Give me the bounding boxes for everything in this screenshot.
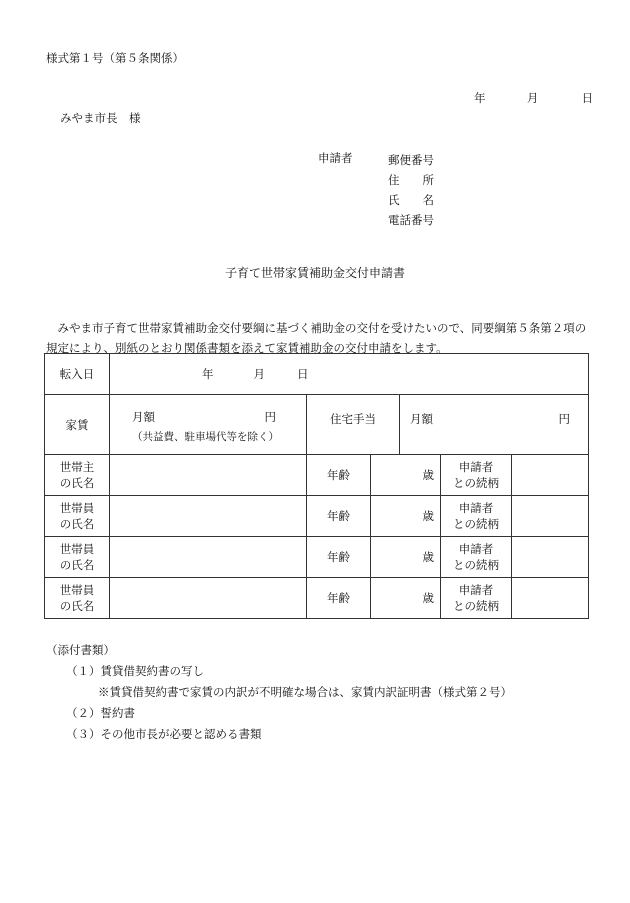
rent-monthly-label: 月額: [132, 410, 155, 424]
rent-note: （共益費、駐車場代等を除く）: [132, 431, 279, 443]
attachments-heading: （添付書類）: [46, 643, 115, 657]
relationship-label: 申請者 との続柄: [441, 537, 512, 578]
household-name-label: 世帯主 の氏名: [45, 455, 110, 496]
age-field[interactable]: [371, 496, 441, 537]
applicant-fields: [388, 150, 434, 230]
relationship-field[interactable]: [512, 496, 589, 537]
housing-allowance-field[interactable]: [400, 395, 589, 455]
move-in-label: 転入日: [45, 354, 110, 395]
date-year-label: 年: [474, 91, 486, 105]
addressee: みやま市長 様: [60, 111, 141, 125]
household-name-field[interactable]: [110, 455, 307, 496]
move-in-date-field[interactable]: [110, 354, 589, 395]
relationship-label: 申請者 との続柄: [441, 496, 512, 537]
allowance-yen-label: 円: [558, 411, 570, 426]
attachment-item-1-note: ※賃貸借契約書で家賃の内訳が不明確な場合は、家賃内訳証明書（様式第２号）: [98, 685, 512, 699]
rent-yen-label: 円: [264, 410, 276, 424]
document-title: 子育て世帯家賃補助金交付申請書: [224, 266, 405, 280]
date-day-label: 日: [581, 91, 594, 105]
attachment-item-1: （１）賃貸借契約書の写し: [66, 664, 204, 678]
household-name-field[interactable]: [110, 537, 307, 578]
household-name-field[interactable]: [110, 578, 307, 619]
household-row: [45, 496, 589, 537]
application-table: [44, 353, 589, 619]
form-number: 様式第１号（第５条関係）: [46, 51, 184, 65]
age-label: 年齢: [307, 455, 371, 496]
application-date: [474, 90, 593, 106]
household-name-label: 世帯員 の氏名: [45, 578, 110, 619]
postal-code-label: 郵便番号: [388, 153, 434, 167]
age-unit: 歳: [422, 468, 434, 482]
rent-label: 家賃: [45, 395, 110, 455]
move-in-year: 年: [202, 367, 214, 381]
attachments-section: [46, 640, 512, 745]
household-row: [45, 578, 589, 619]
household-name-label: 世帯員 の氏名: [45, 537, 110, 578]
relationship-label: 申請者 との続柄: [441, 455, 512, 496]
household-row: [45, 537, 589, 578]
age-field[interactable]: [371, 455, 441, 496]
allowance-monthly-label: 月額: [410, 411, 433, 426]
name-label: 氏 名: [388, 193, 434, 207]
body-paragraph: みやま市子育て世帯家賃補助金交付要綱に基づく補助金の交付を受けたいので、同要綱第５条第２項の規定により、別紙のとおり関係書類を添えて家賃補助金の交付申請をします。: [46, 321, 587, 355]
household-name-field[interactable]: [110, 496, 307, 537]
household-name-label: 世帯員 の氏名: [45, 496, 110, 537]
household-row: [45, 455, 589, 496]
age-unit: 歳: [422, 591, 434, 605]
applicant-label: 申請者: [318, 151, 353, 165]
housing-allowance-label: 住宅手当: [307, 395, 400, 455]
relationship-label: 申請者 との続柄: [441, 578, 512, 619]
date-month-label: 月: [526, 91, 539, 105]
phone-label: 電話番号: [388, 213, 434, 227]
move-in-day: 日: [297, 367, 309, 381]
attachment-item-2: （２）誓約書: [66, 706, 135, 720]
relationship-field[interactable]: [512, 537, 589, 578]
age-field[interactable]: [371, 578, 441, 619]
age-label: 年齢: [307, 537, 371, 578]
address-label: 住 所: [388, 173, 434, 187]
age-label: 年齢: [307, 496, 371, 537]
attachment-item-3: （３）その他市長が必要と認める書類: [66, 727, 262, 741]
age-unit: 歳: [422, 509, 434, 523]
age-field[interactable]: [371, 537, 441, 578]
move-in-month: 月: [253, 367, 265, 381]
relationship-field[interactable]: [512, 578, 589, 619]
age-label: 年齢: [307, 578, 371, 619]
relationship-field[interactable]: [512, 455, 589, 496]
age-unit: 歳: [422, 550, 434, 564]
rent-field[interactable]: [110, 395, 307, 455]
